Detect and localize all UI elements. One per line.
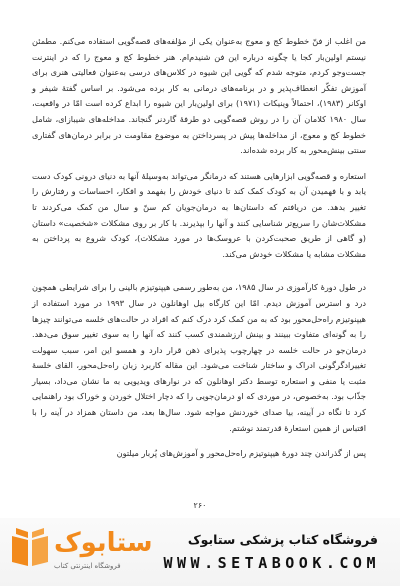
paragraph-1: من اغلب از فنّ خطوط کج و معوج به‌عنوان یکی از مؤلفه‌های قصه‌گویی استفاده می‌کنم. مطمئن نیستم اولین‌بار کجا یا چگونه درباره این فن شنیدم‌ام. هنر خطوط کج و معوج را که در اینترنت جست‌وجو کردم، متوجه شدم که گویی این شیوه در کلاس‌های درسی به‌عنوان فعالیتی هنری برای آموزش تفکّر انعطاف‌پذیر و در برنامه‌های درمانی به کار برده می‌شود. بر اساس گفتهٔ شیفر و اوکانر (۱۹۸۳)، احتمالاً وینیکات (۱۹۷۱) برای اولین‌بار این شیوه را ابداع کرده است امّا در واقعیت، سال ۱۹۸۰ کلامان آن را در روش قصه‌گویی دو طرفهٔ گاردنر گنجاند. مداخله‌های شیبازای، شامل خطوط کج و معوج، از مداخله‌ها پیش در پسرداختن به موضوع مقاومت در برابر درمان‌های گفتاری سنتی بینش‌محور به کار برده شده‌اند.	[32, 36, 367, 156]
store-url-link[interactable]: WWW.SETABOOK.COM	[163, 554, 380, 572]
setabook-logo[interactable]	[8, 526, 153, 578]
logo-wordmark: ستابوک	[54, 528, 153, 558]
book-logo-icon	[8, 526, 52, 570]
paragraph-3: در طول دورهٔ کارآموزی در سال ۱۹۸۵، من به‌طور رسمی هیپنوتیزم بالینی را برای شرایطی همچون درد و استرس آموزش دیدم. امّا این کارگاه بیل اوهانلون در سال ۱۹۹۳ در مورد استفاده از هیپنوتیزم راه‌حل‌محور بود که به من کمک کرد درک کنم که افراد در حالت‌های خلسه می‌توانند چیزها را به گونه‌ای متفاوت ببینند و بینش ارزشمندی کسب کنند که آنها را به سوی تغییر سوق می‌دهد. درمان‌جو در حالت خلسه در چهارچوب پذیرای ذهن قرار دارد و همسو این امر، سبب سهولت تغییرادگرگونی ادراک و ساختار شناخت می‌شود. این مقاله کاربرد زبان راه‌حل‌محور، القای خلسهٔ مثبت یا منفی و استعاره توسط دکتر اوهانلون که در نوارهای ویدیویی به ما نشان می‌داد، بسیار جذّاب بود. به‌خصوص، در موردی که او درمان‌جویی را که دچار اختلال خوردن و خوراک بود راهنمایی کرد تا نگاه در آیینه، بیا صدای خوردنش مواجه شود. سال‌ها بعد، من داستان همزاد در آینه را با اقتباس از همین استعارهٔ قدرتمند نوشتم.	[32, 282, 366, 433]
store-title: فروشگاه کتاب پزشکی ستابوک	[187, 532, 378, 547]
paragraph-4: پس از گذراندن چند دورهٔ هیپنوتیزم راه‌حل‌محور و آموزش‌های پُربار میلتون	[116, 448, 366, 459]
paragraph-2: استعاره و قصه‌گویی ابزارهایی هستند که درمانگر می‌تواند به‌وسیلهٔ آنها به دنیای درونی کودک دست یابد و با فهمیدن آن به کودک کمک کند تا دنیای خودش را بفهمد و افکار، احساسات و رفتارش را تغییر بدهد. من دریافتم که داستان‌ها به درمان‌جویان کم سنّ و سال من کمک می‌کردند تا مشکلات‌شان را سریع‌تر شناسایی کنند و آنها را بپذیرند. با کار بر روی مشکلات «شخصیت» داستان (و گاهی از طریق صحبت‌کردن با عروسک‌ها در مورد مشکلات)، کودک شروع به پرداختن به مشکلات مشابه یا مشکلات خودش می‌کند.	[32, 170, 366, 259]
store-banner	[0, 518, 400, 586]
logo-subtitle: فروشگاه اینترنتی کتاب	[54, 562, 121, 570]
page-number: ۲۶۰	[193, 501, 207, 510]
body-text	[32, 34, 366, 472]
